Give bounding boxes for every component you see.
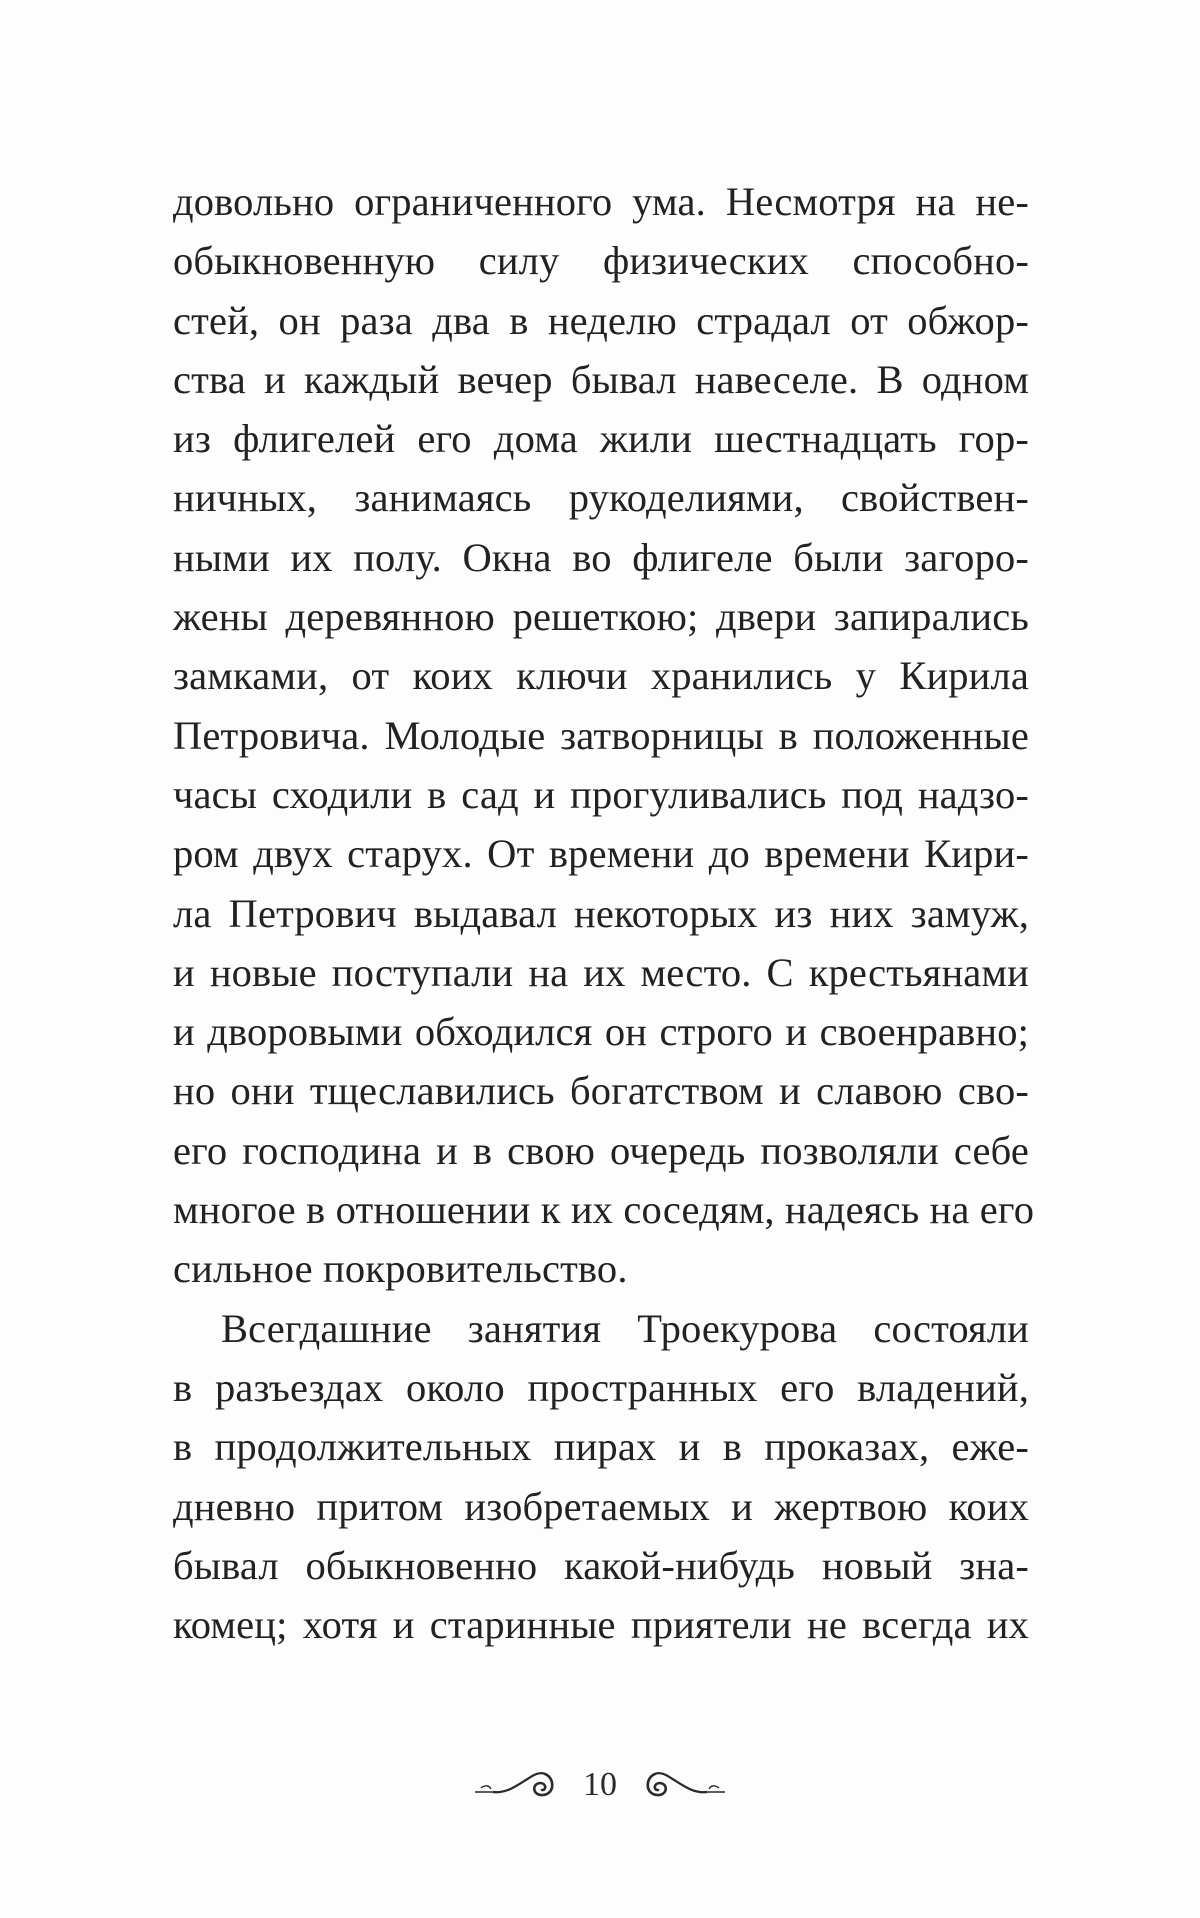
text-line: многое в отношении к их соседям, надеясь на его bbox=[173, 1187, 1035, 1233]
text-line: стей, он раза два в неделю страдал от обжор- bbox=[173, 297, 1029, 343]
text-line: в продолжительных пирах и в проказах, еже- bbox=[173, 1424, 1029, 1470]
text-line: но они тщеславились богатством и славою сво- bbox=[173, 1068, 1029, 1114]
text-line: ными их полу. Окна во флигеле были загоро- bbox=[173, 534, 1029, 580]
text-line: ром двух старух. От времени до времени Кири- bbox=[173, 831, 1029, 877]
page-footer bbox=[0, 1755, 1200, 1815]
text-line: комец; хотя и старинные приятели не всегда их bbox=[173, 1602, 1029, 1648]
text-line: сильное покровительство. bbox=[173, 1246, 628, 1292]
text-line: и новые поступали на их место. С крестьянами bbox=[173, 949, 1029, 995]
text-line: ла Петрович выдавал некоторых из них замуж, bbox=[173, 890, 1029, 936]
page-number: 10 bbox=[583, 1766, 617, 1803]
text-line: ничных, занимаясь рукоделиями, свойствен- bbox=[173, 475, 1029, 521]
text-line: его господина и в свою очередь позволяли себе bbox=[173, 1127, 1029, 1173]
text-line: жены деревянною решеткою; двери запирались bbox=[173, 594, 1029, 640]
text-line: дневно притом изобретаемых и жертвою коих bbox=[173, 1483, 1029, 1529]
text-line: Всегдашние занятия Троекурова состояли bbox=[221, 1305, 1029, 1351]
flourish-left-icon bbox=[473, 1768, 563, 1802]
text-line: ства и каждый вечер бывал навеселе. В одном bbox=[173, 356, 1029, 402]
text-line: бывал обыкновенно какой-нибудь новый зна- bbox=[173, 1542, 1029, 1588]
text-line: из флигелей его дома жили шестнадцать гор- bbox=[173, 416, 1029, 462]
text-line: в разъездах около пространных его владений, bbox=[173, 1364, 1029, 1410]
text-line: часы сходили в сад и прогуливались под надзо- bbox=[173, 771, 1029, 817]
text-line: довольно ограниченного ума. Несмотря на не- bbox=[173, 179, 1029, 224]
text-line: замками, от коих ключи хранились у Кирила bbox=[173, 653, 1029, 699]
text-line: и дворовыми обходился он строго и своенравно; bbox=[173, 1009, 1029, 1055]
flourish-right-icon bbox=[637, 1768, 727, 1802]
page-body-text bbox=[173, 172, 1035, 1654]
text-line: обыкновенную силу физических способно- bbox=[173, 238, 1029, 284]
text-line: Петровича. Молодые затворницы в положенные bbox=[173, 712, 1029, 758]
